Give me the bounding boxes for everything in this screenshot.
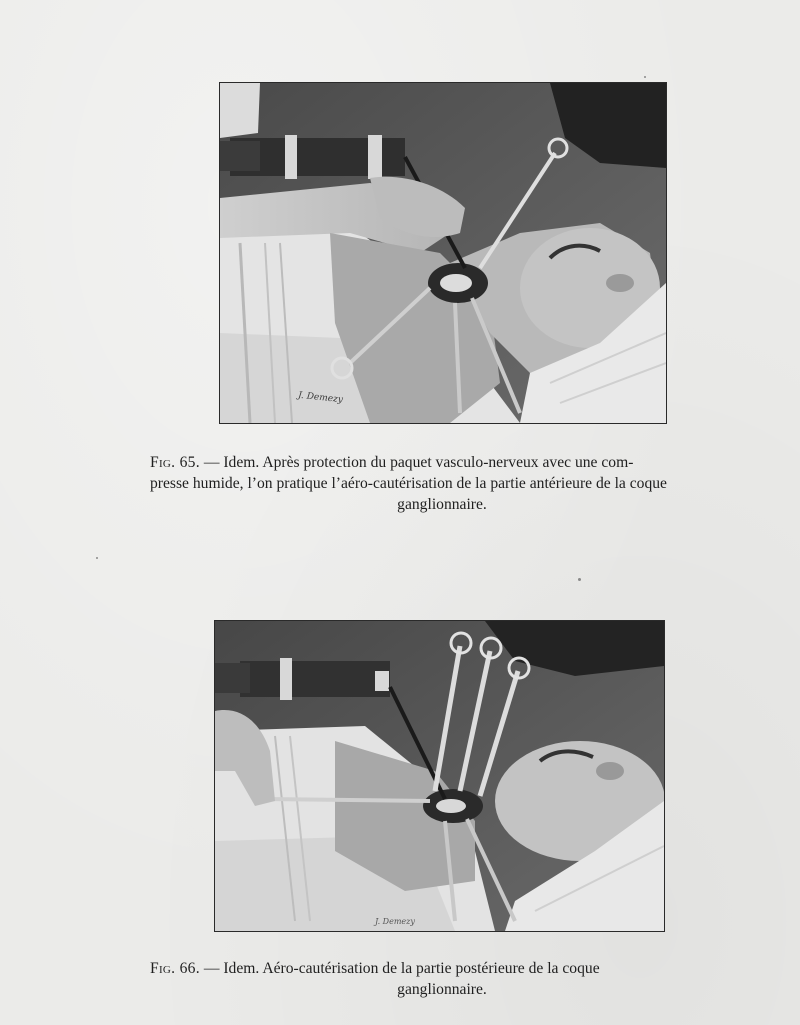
figure-66-label: Fig. 66. (150, 960, 200, 977)
paper-speck (96, 557, 98, 559)
figure-65-signature: J. Demezy (297, 390, 344, 406)
figure-66-signature: J. Demezy (375, 917, 415, 926)
figure-65-caption-line-1: — Idem. Après protection du paquet vasculo-nerveux avec une com- (203, 454, 634, 471)
figure-66-caption (150, 958, 734, 1000)
figure-65-label: Fig. 65. (150, 454, 200, 471)
figure-66-photograph (215, 621, 664, 931)
figure-65-caption-line-3: ganglionnaire. (397, 496, 487, 513)
paper-speck (578, 578, 581, 581)
paper-speck (644, 76, 646, 78)
figure-66-caption-line-2: ganglionnaire. (397, 981, 487, 998)
figure-65-caption-line-2: presse humide, l’on pratique l’aéro-cautérisation de la partie antérieure de la coque (150, 475, 667, 492)
figure-65-caption (150, 452, 734, 515)
figure-65-photograph (220, 83, 666, 423)
figure-66-caption-line-1: — Idem. Aéro-cautérisation de la partie postérieure de la coque (203, 960, 600, 977)
